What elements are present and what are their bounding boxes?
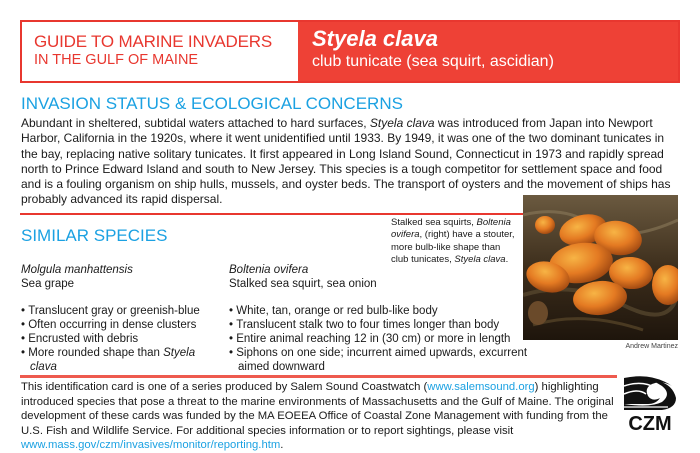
species-scientific-name: Styela clava	[312, 26, 438, 51]
salemsound-link[interactable]: www.salemsound.org	[427, 381, 535, 393]
caption-text-2: , (right) have a stouter, more bulb-like shape than club tunicates,	[391, 229, 515, 265]
wave-logo-icon	[622, 374, 678, 432]
invasion-section-body	[21, 116, 681, 208]
invasion-text-italic: Styela clava	[369, 116, 435, 130]
trait-text-italic: Styela clava	[30, 347, 196, 373]
footer-divider	[20, 375, 617, 378]
species-photo	[523, 195, 678, 340]
footer-text-1: This identification card is one of a series produced by Salem Sound Coastwatch (	[21, 381, 428, 393]
trait-item	[21, 318, 221, 332]
trait-item	[21, 346, 221, 374]
series-title-line1: GUIDE TO MARINE INVADERS	[34, 32, 272, 51]
invasion-section-title: INVASION STATUS & ECOLOGICAL CONCERNS	[21, 94, 403, 113]
trait-text: Encrusted with debris	[28, 333, 139, 345]
trait-item	[229, 318, 529, 332]
species-title-block	[298, 22, 678, 81]
trait-text: Translucent gray or greenish-blue	[28, 305, 200, 317]
trait-item	[229, 332, 529, 346]
trait-text: Translucent stalk two to four times longer than body	[236, 319, 500, 331]
caption-text-3: .	[505, 253, 509, 265]
similar-species-card	[21, 263, 221, 374]
czm-logo	[622, 374, 678, 432]
trait-text: White, tan, orange or red bulb-like body	[236, 305, 438, 317]
similar-species-common-name: Stalked sea squirt, sea onion	[229, 278, 377, 290]
invasion-text-1: Abundant in sheltered, subtidal waters attached to hard surfaces,	[21, 116, 370, 130]
header-banner	[20, 20, 680, 83]
section-divider	[20, 213, 523, 215]
trait-item	[229, 346, 529, 374]
trait-item	[21, 332, 221, 346]
trait-list	[21, 304, 221, 374]
footer-credits	[21, 380, 621, 453]
trait-text: Often occurring in dense clusters	[28, 319, 197, 331]
caption-text-1: Stalked sea squirts,	[391, 217, 477, 228]
footer-text-2: ) highlighting introduced species that pose a threat to the marine environments of Massachusetts and the Gulf of Maine. The original development of these cards was funded by the MA EOEEA Office of Coastal Zone Management with funding from the U.S. Fish and Wildlife Service. For additional species information or to report sightings, please visit	[21, 381, 614, 437]
series-title-line2: IN THE GULF OF MAINE	[34, 52, 199, 68]
footer-text-3: .	[280, 439, 284, 451]
similar-species-scientific-name: Molgula manhattensis	[21, 264, 133, 276]
series-title-block	[22, 22, 298, 81]
similar-species-scientific-name: Boltenia ovifera	[229, 264, 309, 276]
similar-species-common-name: Sea grape	[21, 278, 75, 290]
trait-text: Siphons on one side; incurrent aimed upwards, excurrent aimed downward	[236, 347, 528, 373]
reporting-link[interactable]: www.mass.gov/czm/invasives/monitor/reporting.htm	[21, 439, 281, 451]
trait-item	[229, 304, 529, 318]
trait-text: Entire animal reaching 12 in (30 cm) or more in length	[236, 333, 511, 345]
caption-italic-2: Styela clava	[454, 253, 506, 265]
trait-item	[21, 304, 221, 318]
tunicate-photo-illustration	[523, 195, 678, 340]
trait-list	[229, 304, 529, 374]
trait-text: More rounded shape than	[28, 347, 164, 359]
czm-logo-text: CZM	[628, 413, 672, 432]
similar-species-title: SIMILAR SPECIES	[21, 226, 168, 245]
photo-caption	[391, 217, 519, 266]
similar-species-card	[229, 263, 529, 374]
photo-credit: Andrew Martinez	[625, 343, 678, 350]
species-common-name: club tunicate (sea squirt, ascidian)	[312, 53, 554, 70]
invasion-text-2: was introduced from Japan into Newport Harbor, California in the 1920s, where it went unidentified until 1933. By 1949, it was one of the two dominant tunicates in the bay, replacing native solitary tunicates. It first appeared in Long Island Sound, Connecticut in 1973 and rapidly spread north to Prince Edward Island and south to New Jersey. This species is a tough competitor for settlement space and food and is a fouling organism on ship hulls, mussels, and oyster beds. The transport of oysters and the movement of ships has probably advanced its rapid dispersal.	[21, 116, 671, 207]
caption-italic-1: Boltenia ovifera	[391, 217, 511, 241]
